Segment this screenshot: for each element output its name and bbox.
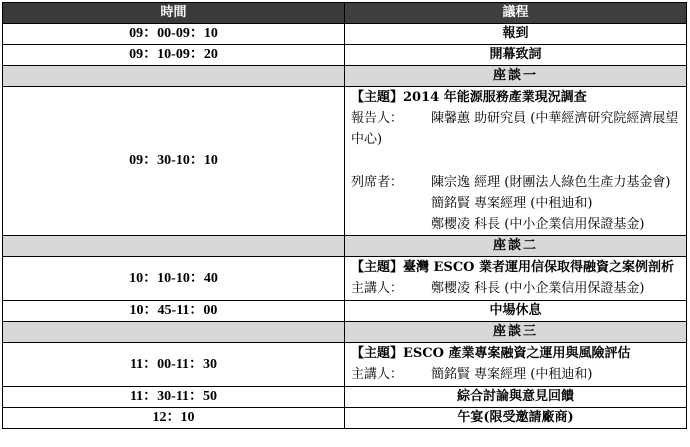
agenda-item: 綜合討論與意見回饋 — [345, 387, 687, 408]
speaker-line — [351, 364, 686, 385]
table-row — [3, 45, 687, 66]
table-row — [3, 301, 687, 322]
table-row — [3, 408, 687, 429]
time-cell: 10：45-11：00 — [3, 301, 345, 322]
agenda-detail — [345, 257, 687, 301]
table-row — [3, 343, 687, 387]
table-row — [3, 24, 687, 45]
header-agenda: 議程 — [345, 3, 687, 24]
session-row — [3, 236, 687, 257]
reporter-name: 陳馨蕙 助研究員 (中華經濟研究院經濟展望中心) — [351, 111, 679, 147]
time-cell: 10：10-10：40 — [3, 257, 345, 301]
session-time-cell — [3, 66, 345, 87]
table-row — [3, 87, 687, 236]
attendee-name: 簡銘賢 專案經理 (中租迪和) — [431, 196, 593, 211]
table-row — [3, 257, 687, 301]
attendee-line — [351, 214, 686, 235]
agenda-item: 中場休息 — [345, 301, 687, 322]
agenda-item: 午宴(限受邀請廠商) — [345, 408, 687, 429]
header-row — [3, 3, 687, 24]
agenda-detail — [345, 343, 687, 387]
session-row — [3, 66, 687, 87]
session-row — [3, 322, 687, 343]
agenda-table — [2, 2, 687, 429]
session-time-cell — [3, 322, 345, 343]
speaker-name: 簡銘賢 專案經理 (中租迪和) — [431, 367, 593, 382]
session-title: 座談二 — [345, 236, 687, 257]
attendee-line — [351, 193, 686, 214]
time-cell: 11：00-11：30 — [3, 343, 345, 387]
agenda-detail — [345, 87, 687, 236]
time-cell: 12：10 — [3, 408, 345, 429]
time-cell: 09：30-10：10 — [3, 87, 345, 236]
reporter-line — [351, 108, 686, 150]
speaker-line — [351, 278, 686, 299]
agenda-item: 開幕致詞 — [345, 45, 687, 66]
attendee-name: 鄭櫻凌 科長 (中小企業信用保證基金) — [431, 217, 645, 232]
speaker-label: 主講人： — [351, 367, 404, 382]
session-title: 座談三 — [345, 322, 687, 343]
header-time: 時間 — [3, 3, 345, 24]
topic-title: 【主題】臺灣 ESCO 業者運用信保取得融資之案例剖析 — [351, 260, 675, 275]
session-time-cell — [3, 236, 345, 257]
agenda-item: 報到 — [345, 24, 687, 45]
reporter-label: 報告人： — [351, 111, 404, 126]
topic-title: 【主題】2014 年能源服務產業現況調查 — [351, 90, 587, 105]
attendees-label: 列席者： — [351, 175, 404, 190]
topic-title: 【主題】ESCO 產業專案融資之運用與風險評估 — [351, 346, 631, 361]
session-title: 座談一 — [345, 66, 687, 87]
attendee-name: 陳宗逸 經理 (財團法人綠色生產力基金會) — [431, 175, 671, 190]
attendee-line — [351, 172, 686, 193]
speaker-label: 主講人： — [351, 281, 404, 296]
time-cell: 09：10-09：20 — [3, 45, 345, 66]
speaker-name: 鄭櫻凌 科長 (中小企業信用保證基金) — [431, 281, 645, 296]
time-cell: 09：00-09：10 — [3, 24, 345, 45]
table-row — [3, 387, 687, 408]
time-cell: 11：30-11：50 — [3, 387, 345, 408]
